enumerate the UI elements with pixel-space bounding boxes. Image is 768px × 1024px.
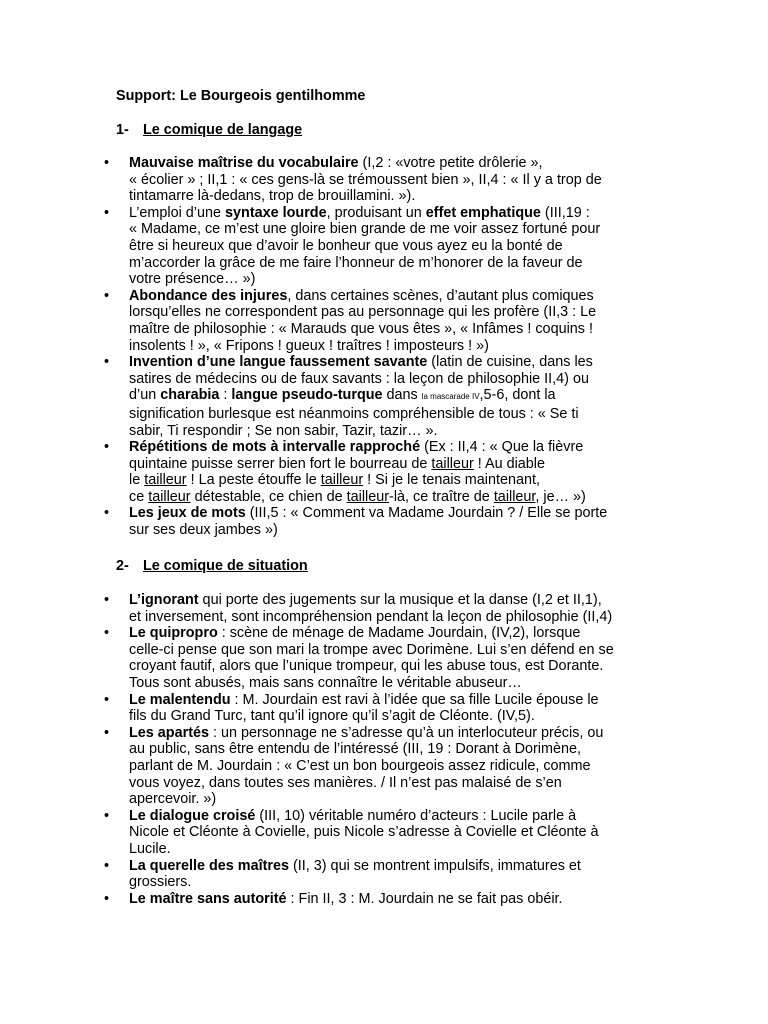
bullet: • (104, 890, 110, 907)
term: Le maître sans autorité (129, 890, 287, 907)
langage-list (0, 155, 768, 539)
list-item: • La querelle des maîtres (II, 3) qui se montrent impulsifs, immatures et grossiers. (104, 857, 581, 891)
bullet: • (104, 691, 110, 708)
underlined-word: tailleur (431, 455, 474, 472)
bullet: • (104, 204, 110, 221)
list-item: • Invention d’une langue faussement savante (latin de cuisine, dans les satires de médecins ou de faux savants : la leçon de philosophie II,4) ou d’un charabia : langue pseudo-turque dans la mascarade IV,5-6, dont la signification burlesque est néanmoins compréhensible de tous : « Se ti sabir, Ti respondir ; Se non sabir, Tazir, tazir… ». (104, 354, 593, 439)
section-heading-situation (116, 558, 308, 575)
term: Mauvaise maîtrise du vocabulaire (129, 155, 359, 171)
list-item: • Le malentendu : M. Jourdain est ravi à l’idée que sa fille Lucile épouse le fils du Grand Turc, tant qu’il ignore qu’il s’agit de Cléonte. (IV,5). (104, 691, 599, 725)
term: Les apartés (129, 724, 209, 741)
bullet: • (104, 505, 110, 522)
section-heading-langage (116, 122, 302, 139)
section-number: 1- (116, 122, 129, 138)
term: Répétitions de mots à intervalle rapproché (129, 439, 421, 456)
list-item: • Les apartés : un personnage ne s’adresse qu’à un interlocuteur précis, ou au public, sans être entendu de l’intéressé (III, 19 : Dorant à Dorimène, parlant de M. Jourdain : « C’est un bon bourgeois assez ridicule, comme vous voyez, dans toutes ses manières. / Il n’est pas malaisé de s’en apercevoir. ») (104, 724, 604, 808)
support-title: Support: Le Bourgeois gentilhomme (116, 88, 366, 104)
list-item: • Répétitions de mots à intervalle rapproché (Ex : II,4 : « Que la fièvre quintaine puisse serrer bien fort le bourreau de tailleur ! Au diable le tailleur ! La peste étouffe le tailleur ! Si je le tenais maintenant, ce tailleur détestable, ce chien de tailleur-là, ce traître de tailleur, je… ») (104, 439, 586, 505)
bullet: • (104, 807, 110, 824)
underlined-word: tailleur (493, 488, 536, 505)
term: syntaxe lourde (225, 204, 327, 221)
underlined-word: tailleur (320, 472, 364, 489)
list-item: • L’ignorant qui porte des jugements sur la musique et la danse (I,2 et II,1), et inversement, sont incompréhension pendant la leçon de philosophie (II,4) (104, 592, 613, 625)
bullet: • (104, 857, 110, 874)
small-text: la mascarade IV (421, 392, 480, 402)
underlined-word: tailleur (144, 472, 187, 489)
term: effet emphatique (425, 204, 541, 221)
section-title: Le comique de langage (143, 122, 303, 138)
term: Abondance des injures (129, 287, 288, 304)
list-item: • L’emploi d’une syntaxe lourde, produisant un effet emphatique (III,19 : « Madame, ce m’est une gloire bien grande de me voir assez fortuné pour être si heureux que d’avoir le bonheur que vous ayez eu la bonté de m’accorder la grâce de me faire l’honneur de m’honorer de la faveur de votre présence… ») (104, 204, 601, 288)
list-item: • Le quipropro : scène de ménage de Madame Jourdain, (IV,2), lorsque celle-ci pense que son mari la trompe avec Dorimène. Lui s’en défend en se croyant fautif, alors que l’unique trompeur, qui les abuse tous, est Dorante. Tous sont abusés, mais sans connaître le véritable abuseur… (104, 625, 614, 691)
bullet: • (104, 354, 110, 371)
term: Les jeux de mots (129, 505, 246, 522)
situation-list (0, 592, 768, 907)
list-item: • Le dialogue croisé (III, 10) véritable numéro d’acteurs : Lucile parle à Nicole et Cléonte à Covielle, puis Nicole s’adresse à Covielle et Cléonte à Lucile. (104, 807, 599, 857)
list-item: • Abondance des injures, dans certaines scènes, d’autant plus comiques lorsqu’elles ne correspondent pas au personnage qui les profère (II,3 : Le maître de philosophie : « Marauds que vous êtes », « Infâmes ! coquins ! insolents ! », « Fripons ! gueux ! traîtres ! imposteurs ! ») (104, 287, 597, 354)
bullet: • (104, 625, 110, 642)
underlined-word: tailleur (148, 488, 191, 505)
bullet: • (104, 724, 110, 741)
bullet: • (104, 592, 110, 608)
term: langue pseudo-turque (231, 387, 383, 404)
term: La querelle des maîtres (129, 857, 289, 874)
bullet: • (104, 155, 110, 171)
term: charabia (160, 387, 220, 404)
underlined-word: tailleur (346, 488, 390, 505)
term: Le dialogue croisé (129, 807, 256, 824)
term: Invention d’une langue faussement savante (129, 354, 428, 371)
list-item: • Mauvaise maîtrise du vocabulaire (I,2 : «votre petite drôlerie », « écolier » ; II,1 : « ces gens-là se trémoussent bien », II,4 : « Il y a trop de tintamarre là-dedans, trop de brouillamini. »). (104, 155, 602, 205)
section-number: 2- (116, 558, 129, 574)
term: Le malentendu (129, 691, 231, 708)
bullet: • (104, 439, 110, 456)
list-item: • Le maître sans autorité : Fin II, 3 : M. Jourdain ne se fait pas obéir. (104, 890, 563, 907)
section-title: Le comique de situation (143, 558, 308, 574)
term: L’ignorant (129, 592, 199, 608)
list-item: • Les jeux de mots (III,5 : « Comment va Madame Jourdain ? / Elle se porte sur ses deux jambes ») (104, 505, 608, 539)
term: Le quipropro (129, 625, 218, 642)
bullet: • (104, 287, 110, 304)
